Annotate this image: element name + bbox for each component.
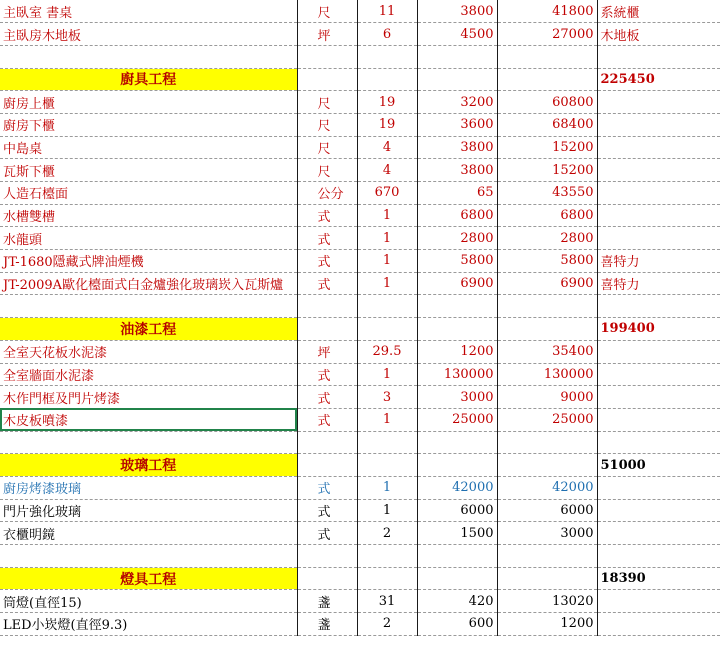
quantity-cell[interactable] — [357, 431, 417, 454]
note-cell[interactable]: 系統櫃 — [597, 0, 720, 23]
unit-cell[interactable]: 坪 — [297, 340, 357, 363]
note-cell[interactable] — [597, 408, 720, 431]
unit-price-cell[interactable]: 25000 — [417, 408, 497, 431]
item-name-cell[interactable] — [0, 295, 297, 318]
table-row — [0, 613, 720, 636]
quantity-cell[interactable]: 1 — [357, 363, 417, 386]
item-name-cell[interactable]: JT-2009A歐化檯面式白金爐強化玻璃崁入瓦斯爐 — [0, 272, 297, 295]
unit-price-cell[interactable] — [417, 454, 497, 477]
note-cell[interactable] — [597, 204, 720, 227]
item-name-cell[interactable]: JT-1680隱藏式牌油煙機 — [0, 250, 297, 273]
unit-price-cell[interactable]: 3000 — [417, 386, 497, 409]
table-row — [0, 0, 720, 23]
unit-cell[interactable]: 式 — [297, 408, 357, 431]
amount-cell[interactable] — [497, 45, 597, 68]
section-title-cell[interactable]: 油漆工程 — [0, 318, 297, 341]
note-cell[interactable] — [597, 386, 720, 409]
quantity-cell[interactable]: 1 — [357, 227, 417, 250]
unit-price-cell[interactable]: 3800 — [417, 159, 497, 182]
note-cell[interactable] — [597, 45, 720, 68]
unit-price-cell[interactable] — [417, 545, 497, 568]
section-title-cell[interactable]: 廚具工程 — [0, 68, 297, 91]
amount-cell[interactable] — [497, 295, 597, 318]
unit-cell[interactable] — [297, 318, 357, 341]
unit-price-cell[interactable]: 42000 — [417, 476, 497, 499]
item-name-cell[interactable] — [0, 45, 297, 68]
section-header-row — [0, 454, 720, 477]
quantity-cell[interactable] — [357, 454, 417, 477]
unit-price-cell[interactable] — [417, 431, 497, 454]
table-row — [0, 204, 720, 227]
quantity-cell[interactable]: 4 — [357, 159, 417, 182]
quantity-cell[interactable]: 1 — [357, 250, 417, 273]
item-name-cell[interactable]: LED小崁燈(直徑9.3) — [0, 613, 297, 636]
item-name-cell[interactable]: 門片強化玻璃 — [0, 499, 297, 522]
unit-cell[interactable]: 尺 — [297, 159, 357, 182]
amount-cell[interactable]: 15200 — [497, 136, 597, 159]
quantity-cell[interactable]: 19 — [357, 113, 417, 136]
table-row — [0, 113, 720, 136]
section-total-cell[interactable]: 199400 — [597, 318, 720, 341]
quantity-cell[interactable]: 2 — [357, 522, 417, 545]
amount-cell[interactable] — [497, 567, 597, 590]
amount-cell[interactable]: 15200 — [497, 159, 597, 182]
quantity-cell[interactable]: 670 — [357, 182, 417, 205]
unit-cell[interactable]: 尺 — [297, 113, 357, 136]
quantity-cell[interactable]: 6 — [357, 23, 417, 46]
section-header-row — [0, 567, 720, 590]
unit-cell[interactable]: 式 — [297, 386, 357, 409]
unit-price-cell[interactable]: 5800 — [417, 250, 497, 273]
amount-cell[interactable]: 27000 — [497, 23, 597, 46]
amount-cell[interactable]: 13020 — [497, 590, 597, 613]
note-cell[interactable] — [597, 113, 720, 136]
table-row — [0, 91, 720, 114]
amount-cell[interactable]: 41800 — [497, 0, 597, 23]
unit-price-cell[interactable]: 3600 — [417, 113, 497, 136]
section-title-cell[interactable]: 玻璃工程 — [0, 454, 297, 477]
unit-price-cell[interactable]: 4500 — [417, 23, 497, 46]
amount-cell[interactable]: 6000 — [497, 499, 597, 522]
unit-cell[interactable]: 盞 — [297, 590, 357, 613]
table-row — [0, 272, 720, 295]
blank-row — [0, 545, 720, 568]
amount-cell[interactable]: 130000 — [497, 363, 597, 386]
quantity-cell[interactable] — [357, 318, 417, 341]
item-name-cell[interactable]: 主臥室 書桌 — [0, 0, 297, 23]
unit-price-cell[interactable]: 130000 — [417, 363, 497, 386]
table-row — [0, 136, 720, 159]
unit-price-cell[interactable]: 1500 — [417, 522, 497, 545]
table-row — [0, 23, 720, 46]
unit-cell[interactable] — [297, 454, 357, 477]
table-row — [0, 159, 720, 182]
amount-cell[interactable]: 2800 — [497, 227, 597, 250]
quantity-cell[interactable] — [357, 295, 417, 318]
unit-price-cell[interactable]: 3800 — [417, 136, 497, 159]
note-cell[interactable] — [597, 499, 720, 522]
unit-price-cell[interactable]: 600 — [417, 613, 497, 636]
table-row — [0, 182, 720, 205]
item-name-cell[interactable]: 衣櫃明鏡 — [0, 522, 297, 545]
note-cell[interactable] — [597, 91, 720, 114]
quantity-cell[interactable] — [357, 45, 417, 68]
quantity-cell[interactable]: 1 — [357, 408, 417, 431]
item-name-cell[interactable]: 主臥房木地板 — [0, 23, 297, 46]
quantity-cell[interactable]: 1 — [357, 204, 417, 227]
note-cell[interactable] — [597, 476, 720, 499]
item-name-cell[interactable] — [0, 431, 297, 454]
blank-row — [0, 295, 720, 318]
table-row — [0, 250, 720, 273]
amount-cell[interactable]: 1200 — [497, 613, 597, 636]
item-name-cell[interactable]: 水龍頭 — [0, 227, 297, 250]
unit-cell[interactable]: 式 — [297, 250, 357, 273]
amount-cell[interactable]: 42000 — [497, 476, 597, 499]
note-cell[interactable] — [597, 182, 720, 205]
unit-cell[interactable]: 式 — [297, 272, 357, 295]
unit-price-cell[interactable] — [417, 45, 497, 68]
unit-cell[interactable] — [297, 545, 357, 568]
item-name-cell[interactable] — [0, 545, 297, 568]
unit-cell[interactable] — [297, 431, 357, 454]
unit-price-cell[interactable] — [417, 68, 497, 91]
quantity-cell[interactable] — [357, 567, 417, 590]
amount-cell[interactable]: 3000 — [497, 522, 597, 545]
amount-cell[interactable]: 9000 — [497, 386, 597, 409]
unit-cell[interactable] — [297, 567, 357, 590]
table-row — [0, 340, 720, 363]
table-row — [0, 522, 720, 545]
unit-price-cell[interactable] — [417, 567, 497, 590]
note-cell[interactable] — [597, 159, 720, 182]
unit-price-cell[interactable]: 65 — [417, 182, 497, 205]
unit-cell[interactable]: 尺 — [297, 136, 357, 159]
quantity-cell[interactable]: 1 — [357, 272, 417, 295]
quantity-cell[interactable]: 11 — [357, 0, 417, 23]
unit-price-cell[interactable] — [417, 295, 497, 318]
unit-cell[interactable] — [297, 295, 357, 318]
item-name-cell[interactable]: 全室天花板水泥漆 — [0, 340, 297, 363]
note-cell[interactable] — [597, 590, 720, 613]
unit-cell[interactable]: 尺 — [297, 0, 357, 23]
item-name-cell[interactable]: 筒燈(直徑15) — [0, 590, 297, 613]
note-cell[interactable] — [597, 340, 720, 363]
quantity-cell[interactable]: 3 — [357, 386, 417, 409]
item-name-cell[interactable]: 廚房烤漆玻璃 — [0, 476, 297, 499]
item-name-cell[interactable]: 木皮板噴漆 — [0, 408, 297, 431]
amount-cell[interactable] — [497, 545, 597, 568]
quantity-cell[interactable] — [357, 545, 417, 568]
note-cell[interactable] — [597, 431, 720, 454]
amount-cell[interactable] — [497, 68, 597, 91]
section-title-cell[interactable]: 燈具工程 — [0, 567, 297, 590]
section-total-cell[interactable]: 18390 — [597, 567, 720, 590]
blank-row — [0, 45, 720, 68]
amount-cell[interactable] — [497, 318, 597, 341]
quantity-cell[interactable]: 31 — [357, 590, 417, 613]
table-row — [0, 227, 720, 250]
unit-cell[interactable] — [297, 45, 357, 68]
item-name-cell[interactable]: 廚房下櫃 — [0, 113, 297, 136]
note-cell[interactable] — [597, 545, 720, 568]
section-header-row — [0, 68, 720, 91]
quantity-cell[interactable]: 2 — [357, 613, 417, 636]
note-cell[interactable]: 喜特力 — [597, 250, 720, 273]
unit-cell[interactable]: 式 — [297, 476, 357, 499]
unit-cell[interactable]: 盞 — [297, 613, 357, 636]
unit-price-cell[interactable]: 3800 — [417, 0, 497, 23]
unit-cell[interactable]: 式 — [297, 204, 357, 227]
unit-price-cell[interactable]: 420 — [417, 590, 497, 613]
amount-cell[interactable]: 68400 — [497, 113, 597, 136]
note-cell[interactable]: 喜特力 — [597, 272, 720, 295]
amount-cell[interactable] — [497, 431, 597, 454]
table-row — [0, 386, 720, 409]
amount-cell[interactable]: 43550 — [497, 182, 597, 205]
amount-cell[interactable]: 5800 — [497, 250, 597, 273]
unit-price-cell[interactable]: 2800 — [417, 227, 497, 250]
table-row — [0, 363, 720, 386]
note-cell[interactable] — [597, 295, 720, 318]
table-row — [0, 590, 720, 613]
unit-cell[interactable]: 尺 — [297, 91, 357, 114]
unit-price-cell[interactable]: 6800 — [417, 204, 497, 227]
unit-cell[interactable]: 式 — [297, 522, 357, 545]
table-row — [0, 499, 720, 522]
unit-price-cell[interactable] — [417, 318, 497, 341]
quantity-cell[interactable]: 19 — [357, 91, 417, 114]
blank-row — [0, 431, 720, 454]
item-name-cell[interactable]: 中島桌 — [0, 136, 297, 159]
unit-cell[interactable]: 公分 — [297, 182, 357, 205]
section-total-cell[interactable]: 225450 — [597, 68, 720, 91]
item-name-cell[interactable]: 廚房上櫃 — [0, 91, 297, 114]
unit-price-cell[interactable]: 6900 — [417, 272, 497, 295]
section-header-row — [0, 318, 720, 341]
unit-price-cell[interactable]: 6000 — [417, 499, 497, 522]
unit-price-cell[interactable]: 3200 — [417, 91, 497, 114]
unit-cell[interactable]: 式 — [297, 499, 357, 522]
section-total-cell[interactable]: 51000 — [597, 454, 720, 477]
item-name-cell[interactable]: 全室牆面水泥漆 — [0, 363, 297, 386]
table-row — [0, 408, 720, 431]
amount-cell[interactable]: 35400 — [497, 340, 597, 363]
unit-price-cell[interactable]: 1200 — [417, 340, 497, 363]
amount-cell[interactable]: 25000 — [497, 408, 597, 431]
note-cell[interactable] — [597, 363, 720, 386]
amount-cell[interactable] — [497, 454, 597, 477]
unit-cell[interactable]: 坪 — [297, 23, 357, 46]
unit-cell[interactable] — [297, 68, 357, 91]
amount-cell[interactable]: 6900 — [497, 272, 597, 295]
unit-cell[interactable]: 式 — [297, 227, 357, 250]
quantity-cell[interactable] — [357, 68, 417, 91]
amount-cell[interactable]: 60800 — [497, 91, 597, 114]
note-cell[interactable] — [597, 522, 720, 545]
quantity-cell[interactable]: 1 — [357, 499, 417, 522]
unit-cell[interactable]: 式 — [297, 363, 357, 386]
quantity-cell[interactable]: 29.5 — [357, 340, 417, 363]
quantity-cell[interactable]: 1 — [357, 476, 417, 499]
quantity-cell[interactable]: 4 — [357, 136, 417, 159]
note-cell[interactable] — [597, 613, 720, 636]
table-row — [0, 476, 720, 499]
amount-cell[interactable]: 6800 — [497, 204, 597, 227]
item-name-cell[interactable]: 瓦斯下櫃 — [0, 159, 297, 182]
item-name-cell[interactable]: 木作門框及門片烤漆 — [0, 386, 297, 409]
note-cell[interactable] — [597, 227, 720, 250]
item-name-cell[interactable]: 人造石檯面 — [0, 182, 297, 205]
item-name-cell[interactable]: 水槽雙槽 — [0, 204, 297, 227]
note-cell[interactable] — [597, 136, 720, 159]
note-cell[interactable]: 木地板 — [597, 23, 720, 46]
